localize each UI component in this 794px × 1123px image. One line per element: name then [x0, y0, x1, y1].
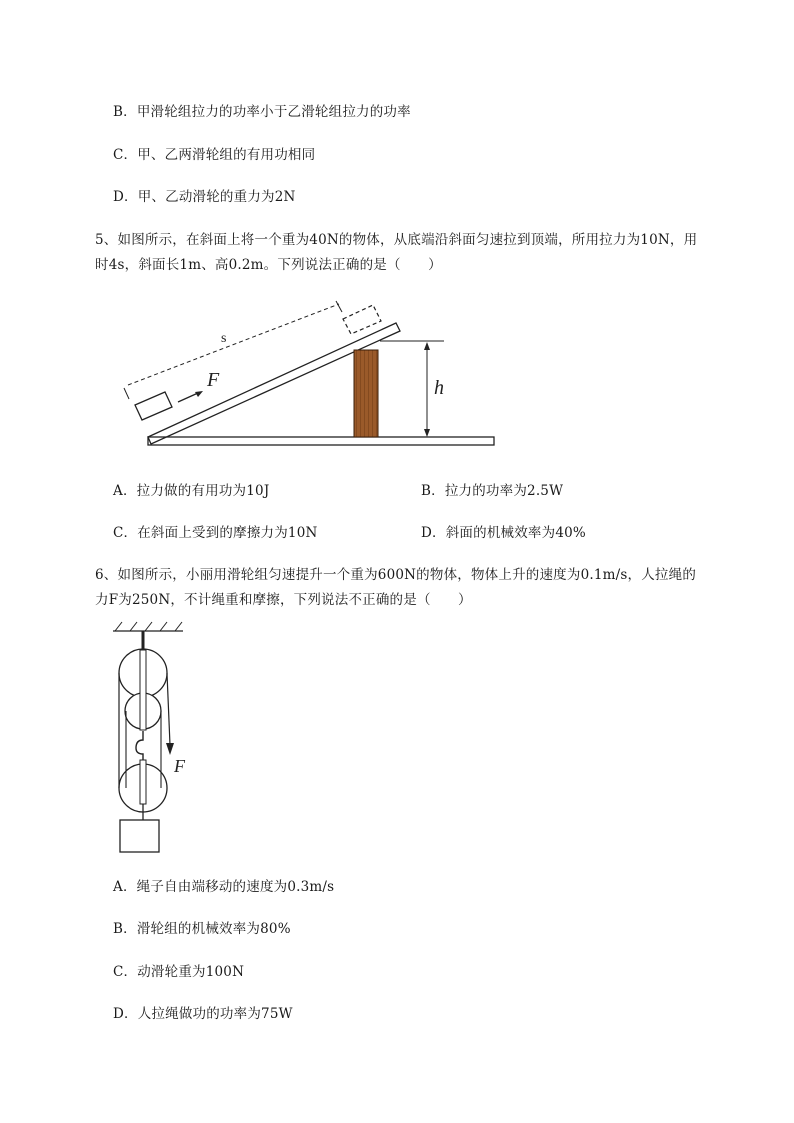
q6-option-c: C．动滑轮重为100N [113, 964, 245, 980]
ground-board [148, 437, 494, 445]
movable-pulley-frame [140, 760, 146, 804]
load-block [120, 820, 159, 852]
pulley-figure [0, 610, 240, 860]
support-block [354, 350, 378, 437]
q6-stem-line2: 力F为250N，不计绳重和摩擦，下列说法不正确的是（ ） [95, 592, 472, 608]
q5-option-a: A．拉力做的有用功为10J [113, 483, 270, 499]
q5-option-c: C．在斜面上受到的摩擦力为10N [113, 525, 318, 541]
incline-figure [0, 0, 794, 460]
label-s: s [221, 331, 227, 346]
label-f: F [174, 756, 185, 776]
q6-option-d: D．人拉绳做功的功率为75W [113, 1006, 293, 1022]
fixed-pulley-frame [140, 650, 146, 730]
rope-free-end [167, 673, 170, 745]
q6-option-b: B．滑轮组的机械效率为80% [113, 921, 291, 937]
q5-stem-line1: 5、如图所示，在斜面上将一个重为40N的物体，从底端沿斜面匀速拉到顶端，所用拉力为10N，用 [95, 232, 698, 248]
q5-option-b: B．拉力的功率为2.5W [421, 483, 564, 499]
q6-option-a: A．绳子自由端移动的速度为0.3m/s [113, 879, 335, 895]
object-block-top [343, 305, 381, 334]
q5-stem-line2: 时4s，斜面长1m、高0.2m。下列说法正确的是（ ） [95, 257, 442, 273]
pull-arrowhead [166, 743, 174, 755]
q6-stem-line1: 6、如图所示，小丽用滑轮组匀速提升一个重为600N的物体，物体上升的速度为0.1m/s，人拉绳的 [95, 567, 697, 583]
object-block-bottom [135, 392, 172, 420]
force-arrow-line [178, 393, 198, 402]
hook [136, 731, 143, 760]
label-f: F [207, 369, 220, 391]
label-h: h [434, 377, 444, 399]
q4-option-b: B．甲滑轮组拉力的功率小于乙滑轮组拉力的功率 [113, 104, 411, 120]
q4-option-c: C．甲、乙两滑轮组的有用功相同 [113, 147, 316, 163]
q5-option-d: D．斜面的机械效率为40% [421, 525, 586, 541]
q4-option-d: D．甲、乙动滑轮的重力为2N [113, 189, 296, 205]
